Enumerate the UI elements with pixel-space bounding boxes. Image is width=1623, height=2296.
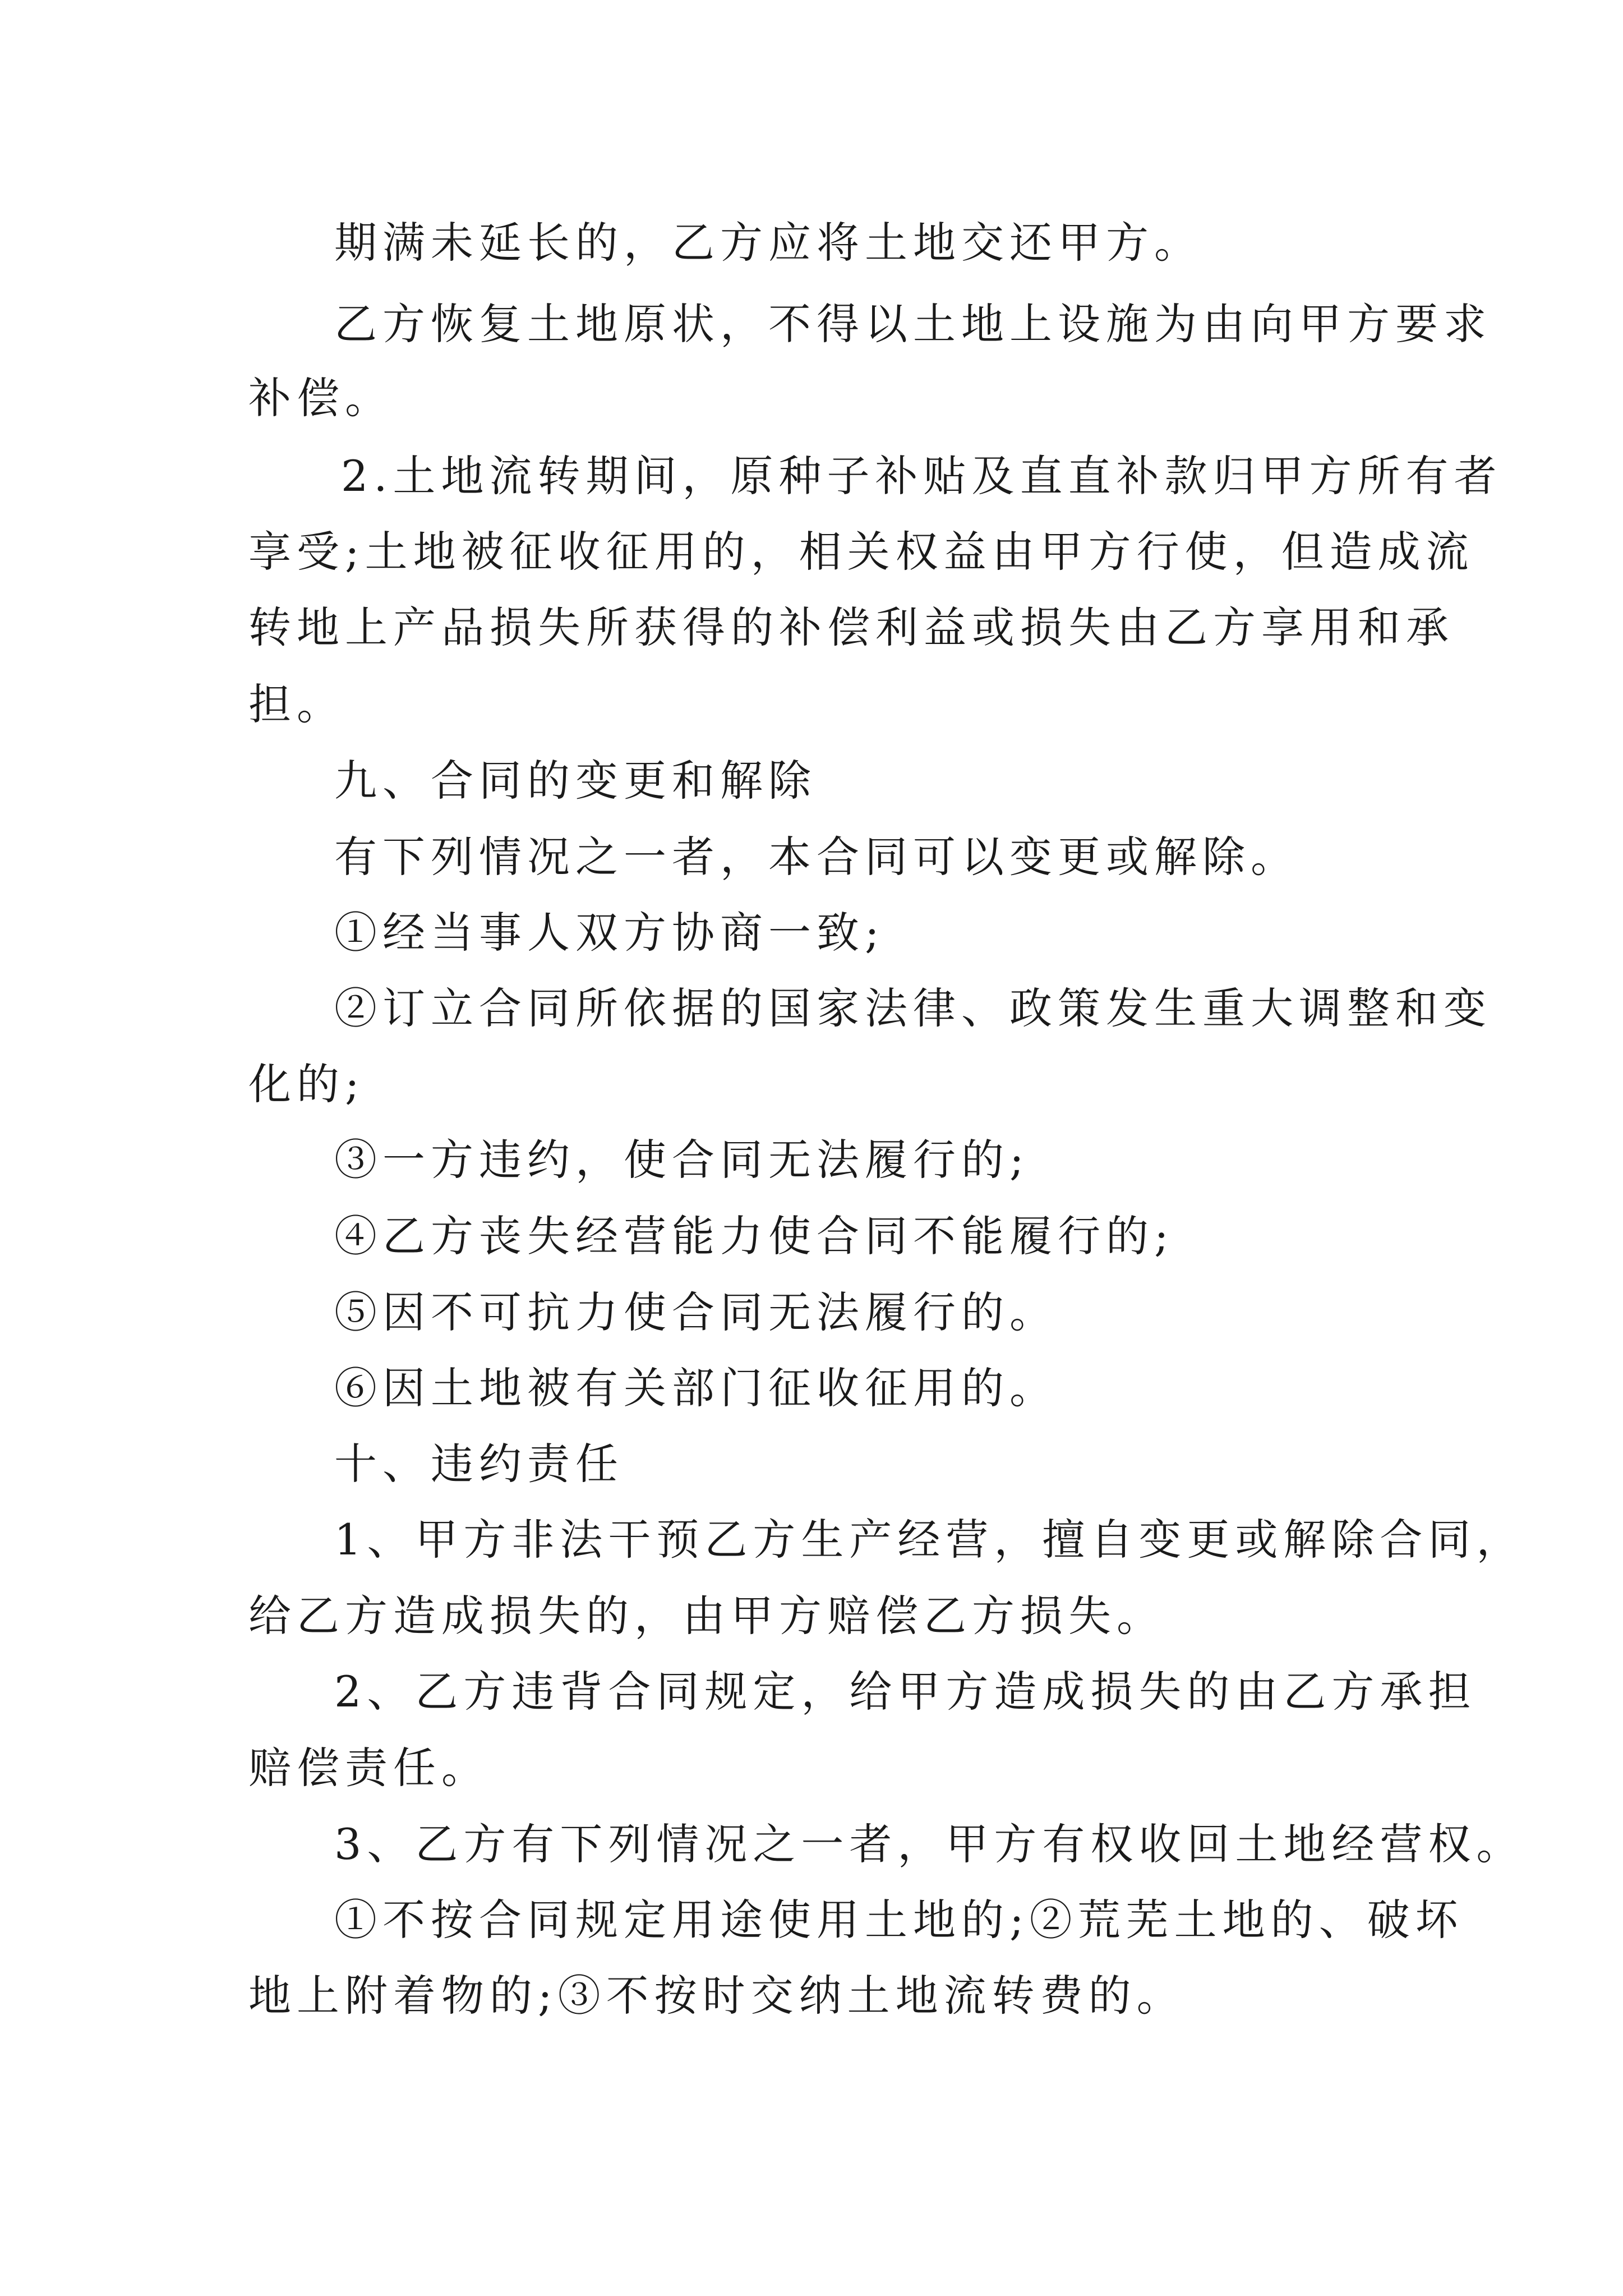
text-line: 有下列情况之一者，本合同可以变更或解除。 bbox=[334, 832, 1299, 882]
text-line: ⑥因土地被有关部门征收征用的。 bbox=[334, 1363, 1058, 1413]
text-line: 期满未延长的，乙方应将土地交还甲方。 bbox=[334, 218, 1202, 268]
text-line: ③一方违约，使合同无法履行的; bbox=[334, 1135, 1030, 1185]
text-line: ⑤因不可抗力使合同无法履行的。 bbox=[334, 1287, 1058, 1337]
text-line: 3、乙方有下列情况之一者，甲方有权收回土地经营权。 bbox=[334, 1819, 1525, 1869]
text-line: ①经当事人双方协商一致; bbox=[334, 908, 885, 958]
section-heading: 九、合同的变更和解除 bbox=[334, 756, 817, 806]
text-line: ④乙方丧失经营能力使合同不能履行的; bbox=[334, 1211, 1174, 1261]
text-line: ②订立合同所依据的国家法律、政策发生重大调整和变 bbox=[334, 983, 1492, 1033]
text-line: 补偿。 bbox=[248, 373, 393, 423]
text-line: ①不按合同规定用途使用土地的;②荒芜土地的、破坏 bbox=[334, 1895, 1464, 1945]
text-line: 享受;土地被征收征用的，相关权益由甲方行使，但造成流 bbox=[248, 527, 1474, 577]
text-line: 1、甲方非法干预乙方生产经营，擅自变更或解除合同， bbox=[334, 1515, 1525, 1565]
text-line: 2.土地流转期间，原种子补贴及直直补款归甲方所有者 bbox=[341, 451, 1502, 501]
text-line: 地上附着物的;③不按时交纳土地流转费的。 bbox=[248, 1971, 1185, 2021]
text-line: 给乙方造成损失的，由甲方赔偿乙方损失。 bbox=[248, 1591, 1165, 1641]
text-line: 化的; bbox=[248, 1059, 365, 1109]
text-line: 乙方恢复土地原状，不得以土地上设施为由向甲方要求 bbox=[334, 299, 1492, 349]
text-line: 赔偿责任。 bbox=[248, 1743, 490, 1793]
text-line: 2、乙方违背合同规定，给甲方造成损失的由乙方承担 bbox=[334, 1667, 1477, 1717]
section-heading: 十、违约责任 bbox=[334, 1439, 624, 1489]
text-line: 担。 bbox=[248, 679, 345, 729]
text-line: 转地上产品损失所获得的补偿利益或损失由乙方享用和承 bbox=[248, 602, 1454, 652]
